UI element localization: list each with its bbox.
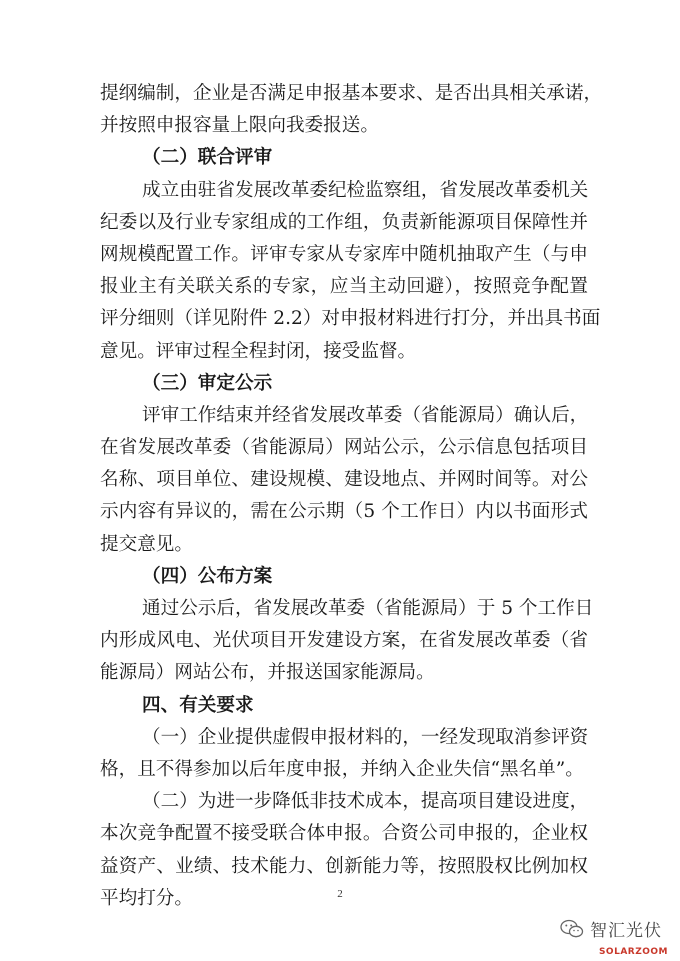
paragraph-line: 平均打分。 bbox=[100, 887, 193, 909]
section-heading: （四）公布方案 bbox=[142, 565, 273, 587]
paragraph-line: 内形成风电、光伏项目开发建设方案，在省发展改革委（省 bbox=[100, 630, 588, 652]
paragraph-line: 名称、项目单位、建设规模、建设地点、并网时间等。对公 bbox=[100, 469, 588, 491]
paragraph-line: 通过公示后，省发展改革委（省能源局）于 5 个工作日 bbox=[142, 598, 594, 619]
paragraph-line: （一）企业提供虚假申报材料的，一经发现取消参评资 bbox=[142, 726, 589, 748]
paragraph-line: 纪委以及行业专家组成的工作组，负责新能源项目保障性并 bbox=[100, 211, 588, 233]
section-heading: （三）审定公示 bbox=[142, 372, 273, 394]
paragraph-line: 能源局）网站公布，并报送国家能源局。 bbox=[100, 662, 435, 684]
watermark-subtext: SOLARZOOM bbox=[598, 947, 668, 957]
paragraph-line: 提纲编制，企业是否满足申报基本要求、是否出具相关承诺， bbox=[100, 83, 603, 104]
section-heading: （二）联合评审 bbox=[142, 147, 273, 169]
watermark bbox=[560, 916, 662, 941]
paragraph-line: （二）为进一步降低非技术成本，提高项目建设进度， bbox=[142, 791, 589, 813]
chapter-heading: 四、有关要求 bbox=[142, 694, 254, 716]
document-body bbox=[100, 78, 603, 915]
paragraph-line: 示内容有异议的，需在公示期（5 个工作日）内以书面形式 bbox=[100, 501, 588, 523]
paragraph-line: 评分细则（详见附件 2.2）对申报材料进行打分，并出具书面 bbox=[100, 308, 601, 330]
paragraph-line: 成立由驻省发展改革委纪检监察组，省发展改革委机关 bbox=[142, 179, 589, 201]
paragraph-line: 网规模配置工作。评审专家从专家库中随机抽取产生（与申 bbox=[100, 243, 588, 265]
paragraph-line: 提交意见。 bbox=[100, 533, 193, 555]
paragraph-line: 评审工作结束并经省发展改革委（省能源局）确认后， bbox=[142, 404, 589, 426]
paragraph-line: 报业主有关联关系的专家，应当主动回避），按照竞争配置 bbox=[100, 276, 588, 298]
wechat-icon bbox=[560, 919, 584, 939]
page-number: 2 bbox=[337, 888, 343, 900]
paragraph-line: 益资产、业绩、技术能力、创新能力等，按照股权比例加权 bbox=[100, 855, 588, 877]
paragraph-line: 本次竞争配置不接受联合体申报。合资公司申报的，企业权 bbox=[100, 823, 588, 845]
paragraph-line: 意见。评审过程全程封闭，接受监督。 bbox=[100, 340, 417, 362]
paragraph-line: 在省发展改革委（省能源局）网站公示，公示信息包括项目 bbox=[100, 437, 588, 459]
paragraph-line: 并按照申报容量上限向我委报送。 bbox=[100, 115, 379, 137]
paragraph-line: 格，且不得参加以后年度申报，并纳入企业失信“黑名单”。 bbox=[100, 758, 584, 780]
watermark-text: 智汇光伏 bbox=[590, 921, 662, 941]
